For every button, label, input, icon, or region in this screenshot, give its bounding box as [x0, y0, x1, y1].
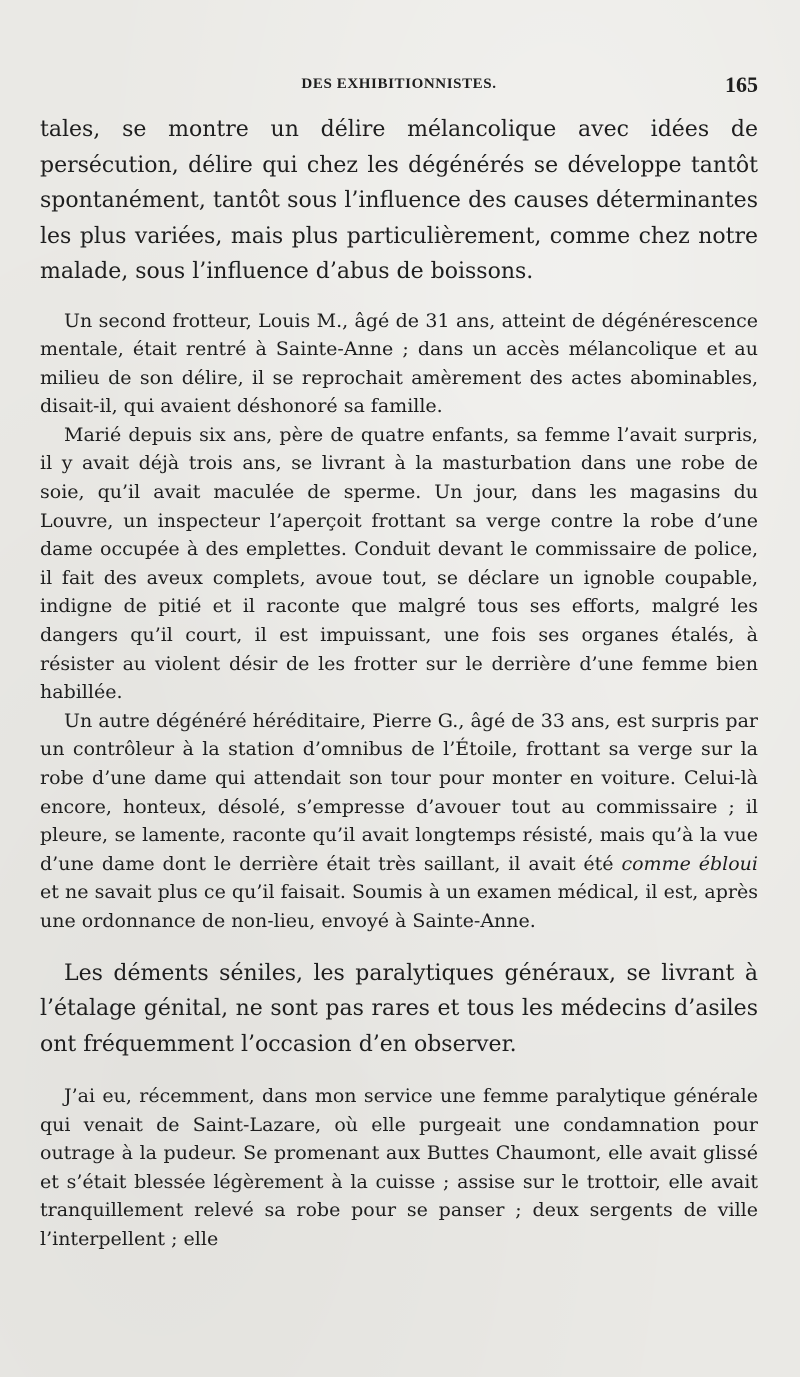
running-title: DES EXHIBITIONNISTES.: [301, 76, 497, 92]
paragraph-louvre-incident: Marié depuis six ans, père de quatre enfants, sa femme l’avait surpris, il y avait déjà trois ans, se livrant à la masturbation dans une robe de soie, qu’il avait maculée de sperme. Un jour, dans les magasins du Louvre, un inspecteur l’aperçoit frottant sa verge contre la robe d’une dame occupée à des emplettes. Conduit devant le commissaire de police, il fait des aveux complets, avoue tout, se déclare un ignoble coupable, indigne de pitié et il raconte que malgré tous ses efforts, malgré les dangers qu’il court, il est impuissant, une fois ses organes étalés, à résister au violent désir de les frotter sur le derrière d’une femme bien habillée.: [40, 423, 758, 704]
pierre-g-italic-phrase: comme ébloui: [621, 852, 758, 875]
pierre-g-text-end: et ne savait plus ce qu’il faisait. Soumis à un examen médical, il est, après une ordonnance de non-lieu, envoyé à Sainte-Anne.: [40, 881, 758, 932]
paragraph-louis-m: Un second frotteur, Louis M., âgé de 31 ans, atteint de dégénérescence mentale, était rentré à Sainte-Anne ; dans un accès mélancolique et au milieu de son délire, il se reprochait amèrement des actes abominables, disait-il, qui avaient déshonoré sa famille.: [40, 309, 758, 418]
paragraph-delire-continuation: tales, se montre un délire mélancolique avec idées de persécution, délire qui chez les dégénérés se développe tantôt spontanément, tantôt sous l’influence des causes déterminantes les plus variées, mais plus particulièrement, comme chez notre malade, sous l’influence d’abus de boissons.: [40, 117, 758, 284]
page-number: 165: [725, 72, 758, 97]
running-head: [40, 72, 758, 100]
body-text: [40, 112, 758, 1254]
pierre-g-text-start: Un autre dégénéré héréditaire, Pierre G., âgé de 33 ans, est surpris par un contrôleur à la station d’omnibus de l’Étoile, frottant sa verge sur la robe d’une dame qui attendait son tour pour monter en voiture. Celui-là encore, honteux, désolé, s’empresse d’avouer tout au commissaire ; il pleure, se lamente, raconte qu’il avait longtemps résisté, mais qu’à la vue d’une dame dont le derrière était très saillant, il avait été: [40, 709, 758, 875]
paragraph-femme-paralytique: J’ai eu, récemment, dans mon service une femme paralytique générale qui venait de Saint-Lazare, où elle purgeait une condamnation pour outrage à la pudeur. Se promenant aux Buttes Chaumont, elle avait glissé et s’était blessée légèrement à la cuisse ; assise sur le trottoir, elle avait tranquillement relevé sa robe pour se panser ; deux sergents de ville l’interpellent ; elle: [40, 1085, 758, 1251]
paragraph-pierre-g: [40, 707, 758, 936]
paragraph-dements-seniles: Les déments séniles, les paralytiques généraux, se livrant à l’étalage génital, ne sont pas rares et tous les médecins d’asiles ont fréquemment l’occasion d’en observer.: [40, 960, 758, 1057]
